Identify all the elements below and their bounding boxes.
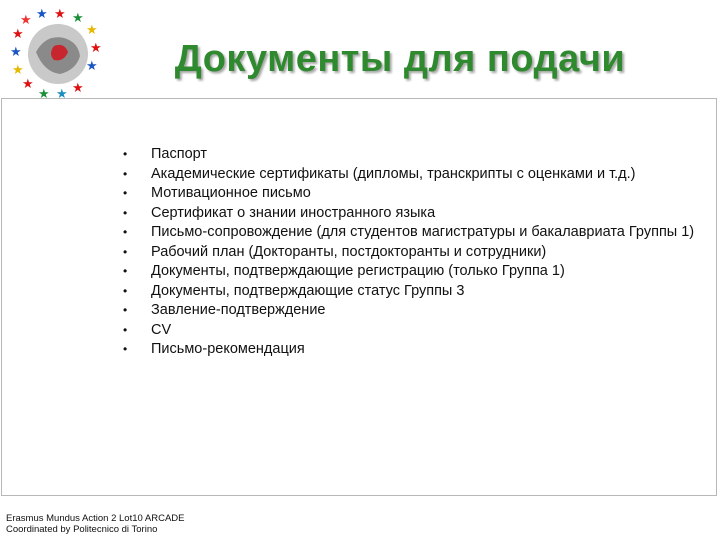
list-item-text: CV (151, 321, 172, 338)
list-item-text: Паспорт (151, 146, 208, 162)
list-item (115, 223, 695, 243)
list-item-text: Документы, подтверждающие регистрацию (только Группа 1) (151, 263, 565, 279)
list-item (115, 321, 695, 341)
svg-text:★: ★ (12, 63, 24, 78)
list-item (115, 204, 695, 224)
list-item-text: Документы, подтверждающие статус Группы 3 (151, 282, 465, 299)
bullet-icon: • (123, 147, 128, 161)
list-item-text: Рабочий план (Докторанты, постдокторанты и сотрудники) (151, 243, 547, 260)
bullet-icon: • (123, 264, 128, 278)
svg-text:★: ★ (56, 87, 68, 100)
list-item (115, 243, 695, 263)
bullet-icon: • (123, 244, 128, 259)
list-item (115, 184, 695, 204)
list-item-text: Академические сертификаты (дипломы, транскрипты с оценками и т.д.) (151, 165, 636, 182)
list-item-text: Письмо-сопровождение (для студентов магистратуры и бакалавриата Группы 1) (151, 224, 695, 240)
svg-text:★: ★ (20, 13, 32, 28)
bullet-icon: • (123, 186, 128, 200)
list-item-text: Письмо-рекомендация (151, 341, 305, 357)
svg-text:★: ★ (72, 81, 84, 96)
list-item (115, 282, 695, 302)
svg-text:★: ★ (36, 8, 48, 22)
bullet-icon: • (123, 166, 128, 181)
svg-text:★: ★ (86, 59, 98, 74)
footer (6, 513, 184, 535)
footer-line-coordinator: Coordinated by Politecnico di Torino (6, 524, 158, 535)
svg-text:★: ★ (22, 77, 34, 92)
list-item (115, 165, 695, 185)
svg-text:★: ★ (72, 11, 84, 26)
list-item (115, 301, 695, 321)
svg-text:★: ★ (86, 23, 98, 38)
list-item-text: Завление-подтверждение (151, 302, 326, 318)
svg-text:★: ★ (54, 8, 66, 22)
list-item (115, 340, 695, 360)
bullet-icon: • (123, 303, 128, 317)
svg-text:★: ★ (12, 27, 24, 42)
bullet-icon: • (123, 205, 128, 220)
list-item-text: Сертификат о знании иностранного языка (151, 204, 436, 221)
page-title: Документы для подачи (174, 38, 626, 80)
star-globe-logo-icon (6, 8, 104, 100)
list-item-text: Мотивационное письмо (151, 185, 311, 201)
document-list (115, 145, 695, 360)
list-item (115, 145, 695, 165)
bullet-icon: • (123, 342, 128, 356)
bullet-icon: • (123, 225, 128, 239)
footer-line-program: Erasmus Mundus Action 2 Lot10 ARCADE (6, 513, 185, 524)
bullet-icon: • (123, 283, 128, 298)
svg-text:★: ★ (10, 45, 22, 60)
list-item (115, 262, 695, 282)
svg-text:★: ★ (38, 87, 50, 100)
bullet-icon: • (123, 322, 128, 337)
svg-text:★: ★ (90, 41, 102, 56)
